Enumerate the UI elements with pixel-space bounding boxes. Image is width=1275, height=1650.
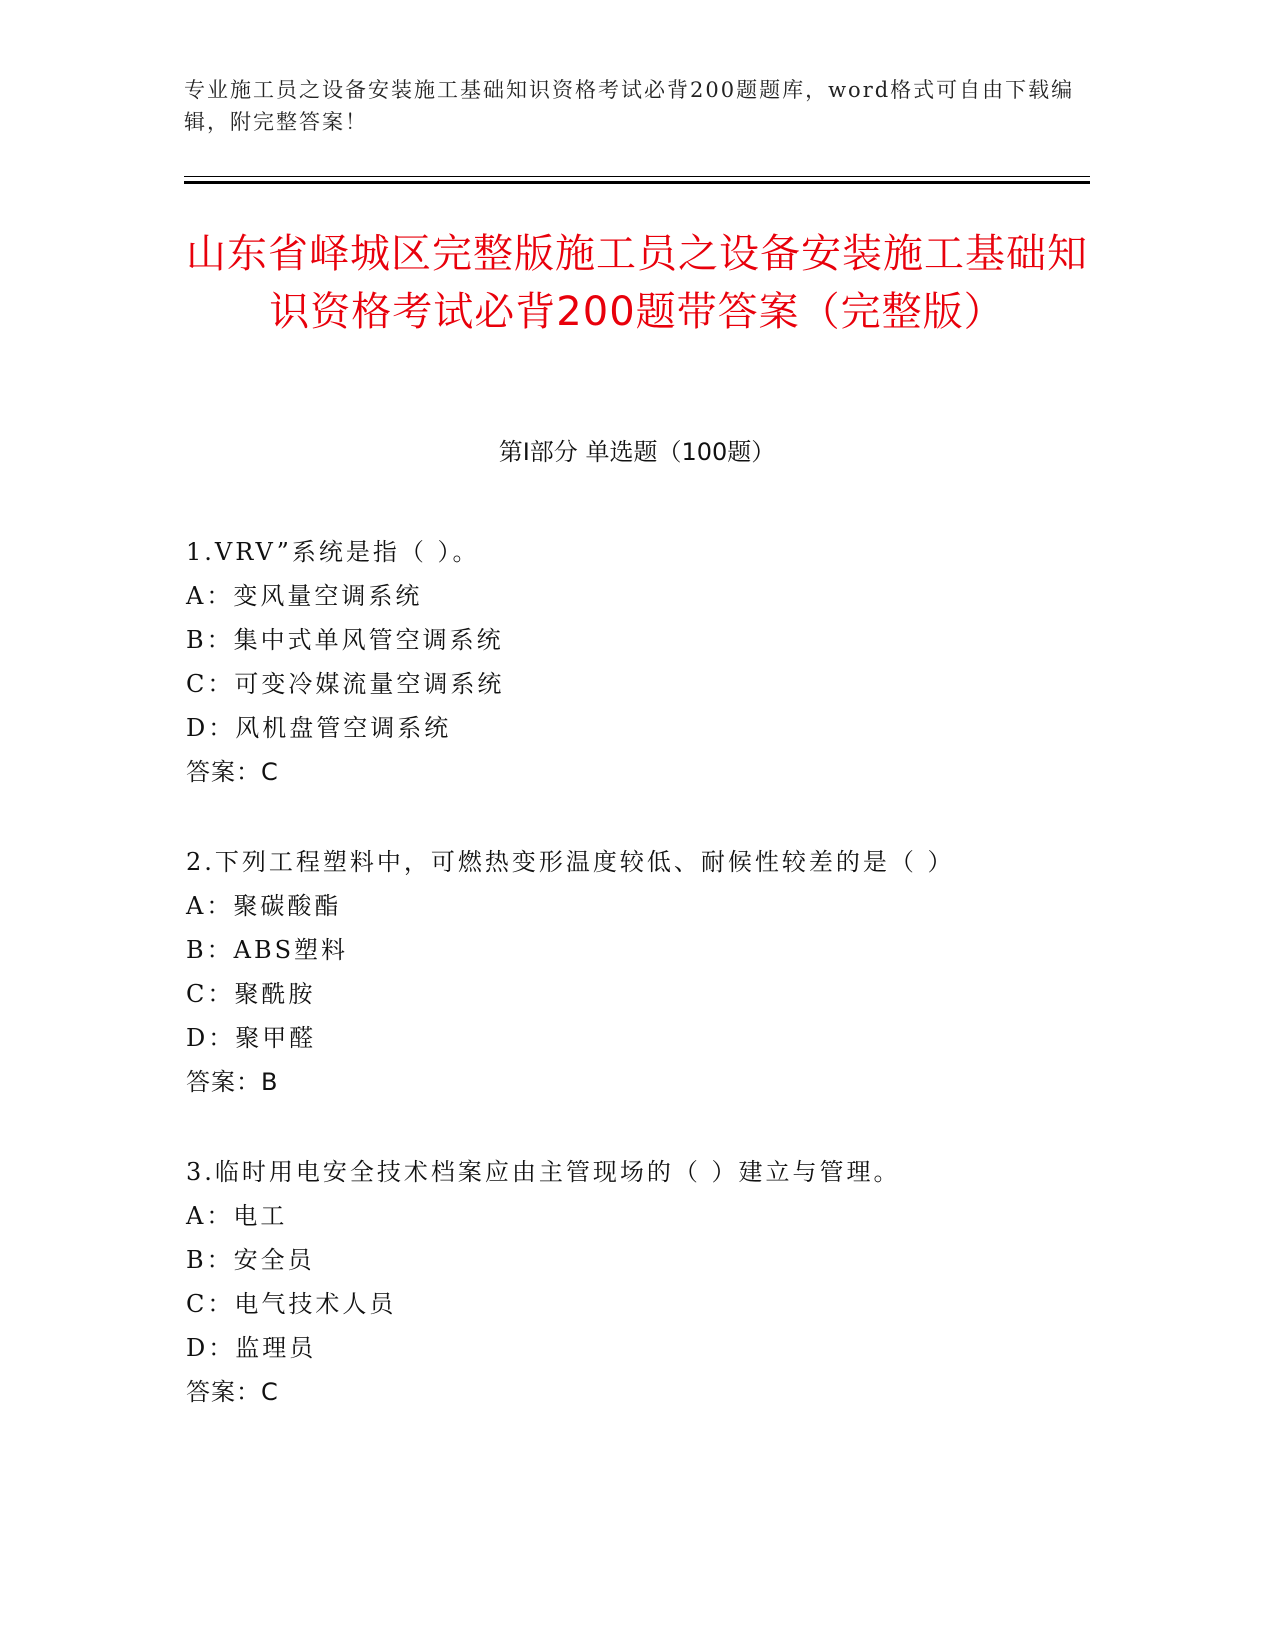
question-item [186, 530, 1086, 794]
option-c: C：电气技术人员 [186, 1290, 397, 1318]
option-b: B：安全员 [186, 1246, 315, 1274]
option-d: D：风机盘管空调系统 [186, 714, 452, 742]
header-rule-thin [184, 176, 1090, 177]
header-note: 专业施工员之设备安装施工基础知识资格考试必背200题题库，word格式可自由下载编辑，附完整答案！ [184, 78, 1075, 134]
answer-line: 答案：C [186, 758, 279, 786]
option-b: B：ABS塑料 [186, 936, 349, 964]
option-a: A：变风量空调系统 [186, 582, 423, 610]
option-c: C：可变冷媒流量空调系统 [186, 670, 505, 698]
option-d: D：监理员 [186, 1334, 317, 1362]
option-b: B：集中式单风管空调系统 [186, 626, 504, 654]
answer-line: 答案：B [186, 1068, 279, 1096]
header-rule-thick [184, 181, 1090, 184]
question-item [186, 840, 1086, 1104]
option-d: D：聚甲醛 [186, 1024, 317, 1052]
answer-line: 答案：C [186, 1378, 279, 1406]
option-a: A：聚碳酸酯 [186, 892, 342, 920]
document-title: 山东省峄城区完整版施工员之设备安装施工基础知识资格考试必背200题带答案（完整版） [186, 231, 1088, 335]
option-a: A：电工 [186, 1202, 288, 1230]
question-stem: 2.下列工程塑料中，可燃热变形温度较低、耐候性较差的是（ ） [186, 848, 955, 876]
option-c: C：聚酰胺 [186, 980, 316, 1008]
question-list [186, 530, 1086, 1460]
question-stem: 1.VRV”系统是指（ ）。 [186, 538, 480, 566]
question-stem: 3.临时用电安全技术档案应由主管现场的（ ）建立与管理。 [186, 1158, 901, 1186]
question-item [186, 1150, 1086, 1414]
section-title: 第Ⅰ部分 单选题（100题） [498, 438, 776, 466]
